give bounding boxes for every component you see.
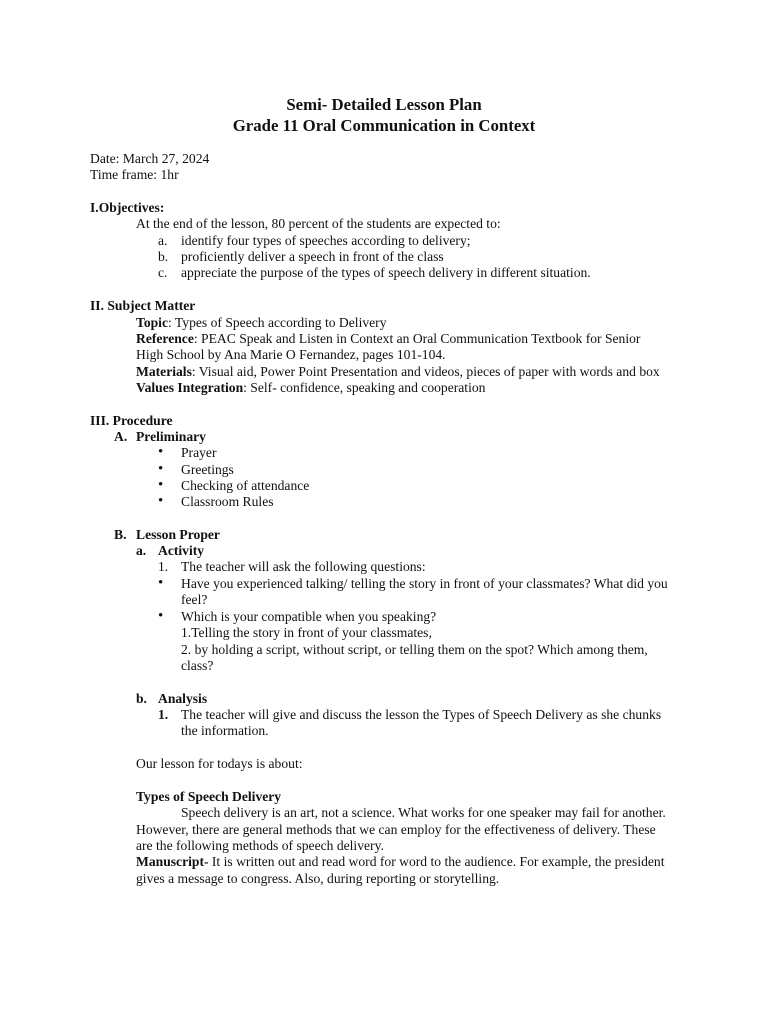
values-text: : Self- confidence, speaking and cooperation [243,380,486,395]
analysis-marker: b. [136,691,147,706]
bullet-icon: • [158,477,164,493]
bullet-icon: • [158,493,164,509]
preliminary-item-greetings: Greetings [181,462,234,477]
analysis-heading: Analysis [158,691,208,706]
activity-marker: a. [136,543,147,558]
objectives-intro: At the end of the lesson, 80 percent of the students are expected to: [136,216,501,231]
time-frame-line: Time frame: 1hr [90,167,179,182]
topic-label: Topic [136,315,168,330]
document-subtitle: Grade 11 Oral Communication in Context [232,116,536,135]
topic-line [136,315,387,331]
manuscript-line-1 [136,854,677,870]
objective-item-b: proficiently deliver a speech in front of the class [181,249,444,264]
values-line [136,380,485,396]
preliminary-marker: A. [114,429,128,444]
objective-marker-b: b. [158,249,169,264]
speech-delivery-para-line-3: are the following methods of speech delivery. [136,838,384,853]
analysis-item-marker: 1. [158,707,169,722]
objectives-heading: I.Objectives: [90,200,165,215]
speech-delivery-para-line-1: Speech delivery is an art, not a science. What works for one speaker may fail for another. [181,805,666,820]
reference-text-1: : PEAC Speak and Listen in Context an Oral Communication Textbook for Senior [193,331,641,346]
manuscript-text-1: It is written out and read word for word to the audience. For example, the president [208,854,665,869]
materials-text: : Visual aid, Power Point Presentation and videos, pieces of paper with words and box [191,364,660,379]
question-2-line-4: class? [181,658,214,673]
subject-matter-heading: II. Subject Matter [90,298,196,313]
lesson-proper-marker: B. [114,527,127,542]
bullet-icon: • [158,575,164,591]
reference-line-2: High School by Ana Marie O Fernandez, pages 101-104. [136,347,446,362]
bullet-icon: • [158,461,164,477]
reference-line-1 [136,331,677,347]
bullet-icon: • [158,444,164,460]
analysis-item-line-2: the information. [181,723,269,738]
bullet-icon: • [158,608,164,624]
question-2-line-3: 2. by holding a script, without script, or telling them on the spot? Which among them, [181,642,648,657]
activity-heading: Activity [158,543,205,558]
speech-delivery-para-line-2: However, there are general methods that we can employ for the effectiveness of delivery. These [136,822,656,837]
materials-line [136,364,660,380]
objective-marker-a: a. [158,233,168,248]
preliminary-item-prayer: Prayer [181,445,217,460]
question-2-line-1: Which is your compatible when you speaking? [181,609,437,624]
question-1-line-1: Have you experienced talking/ telling the story in front of your classmates? What did you [181,576,668,591]
materials-label: Materials [136,364,192,379]
objective-marker-c: c. [158,265,168,280]
activity-item-marker: 1. [158,559,169,574]
manuscript-line-2: gives a message to congress. Also, during reporting or storytelling. [136,871,500,886]
activity-item-text: The teacher will ask the following questions: [181,559,426,574]
topic-text: : Types of Speech according to Delivery [168,315,387,330]
document-title: Semi- Detailed Lesson Plan [286,95,482,114]
analysis-item-line-1: The teacher will give and discuss the lesson the Types of Speech Delivery as she chunks [181,707,662,722]
preliminary-item-attendance: Checking of attendance [181,478,310,493]
speech-delivery-heading: Types of Speech Delivery [136,789,282,804]
objective-item-a: identify four types of speeches according to delivery; [181,233,471,248]
values-label: Values Integration [136,380,244,395]
procedure-heading: III. Procedure [90,413,173,428]
preliminary-item-rules: Classroom Rules [181,494,274,509]
lesson-proper-heading: Lesson Proper [136,527,220,542]
manuscript-label: Manuscript- [136,854,209,869]
question-2-line-2: 1.Telling the story in front of your classmates, [181,625,432,640]
preliminary-heading: Preliminary [136,429,206,444]
date-line: Date: March 27, 2024 [90,151,210,166]
lesson-intro: Our lesson for todays is about: [136,756,303,771]
reference-label: Reference [136,331,194,346]
objective-item-c: appreciate the purpose of the types of speech delivery in different situation. [181,265,591,280]
question-1-line-2: feel? [181,592,208,607]
